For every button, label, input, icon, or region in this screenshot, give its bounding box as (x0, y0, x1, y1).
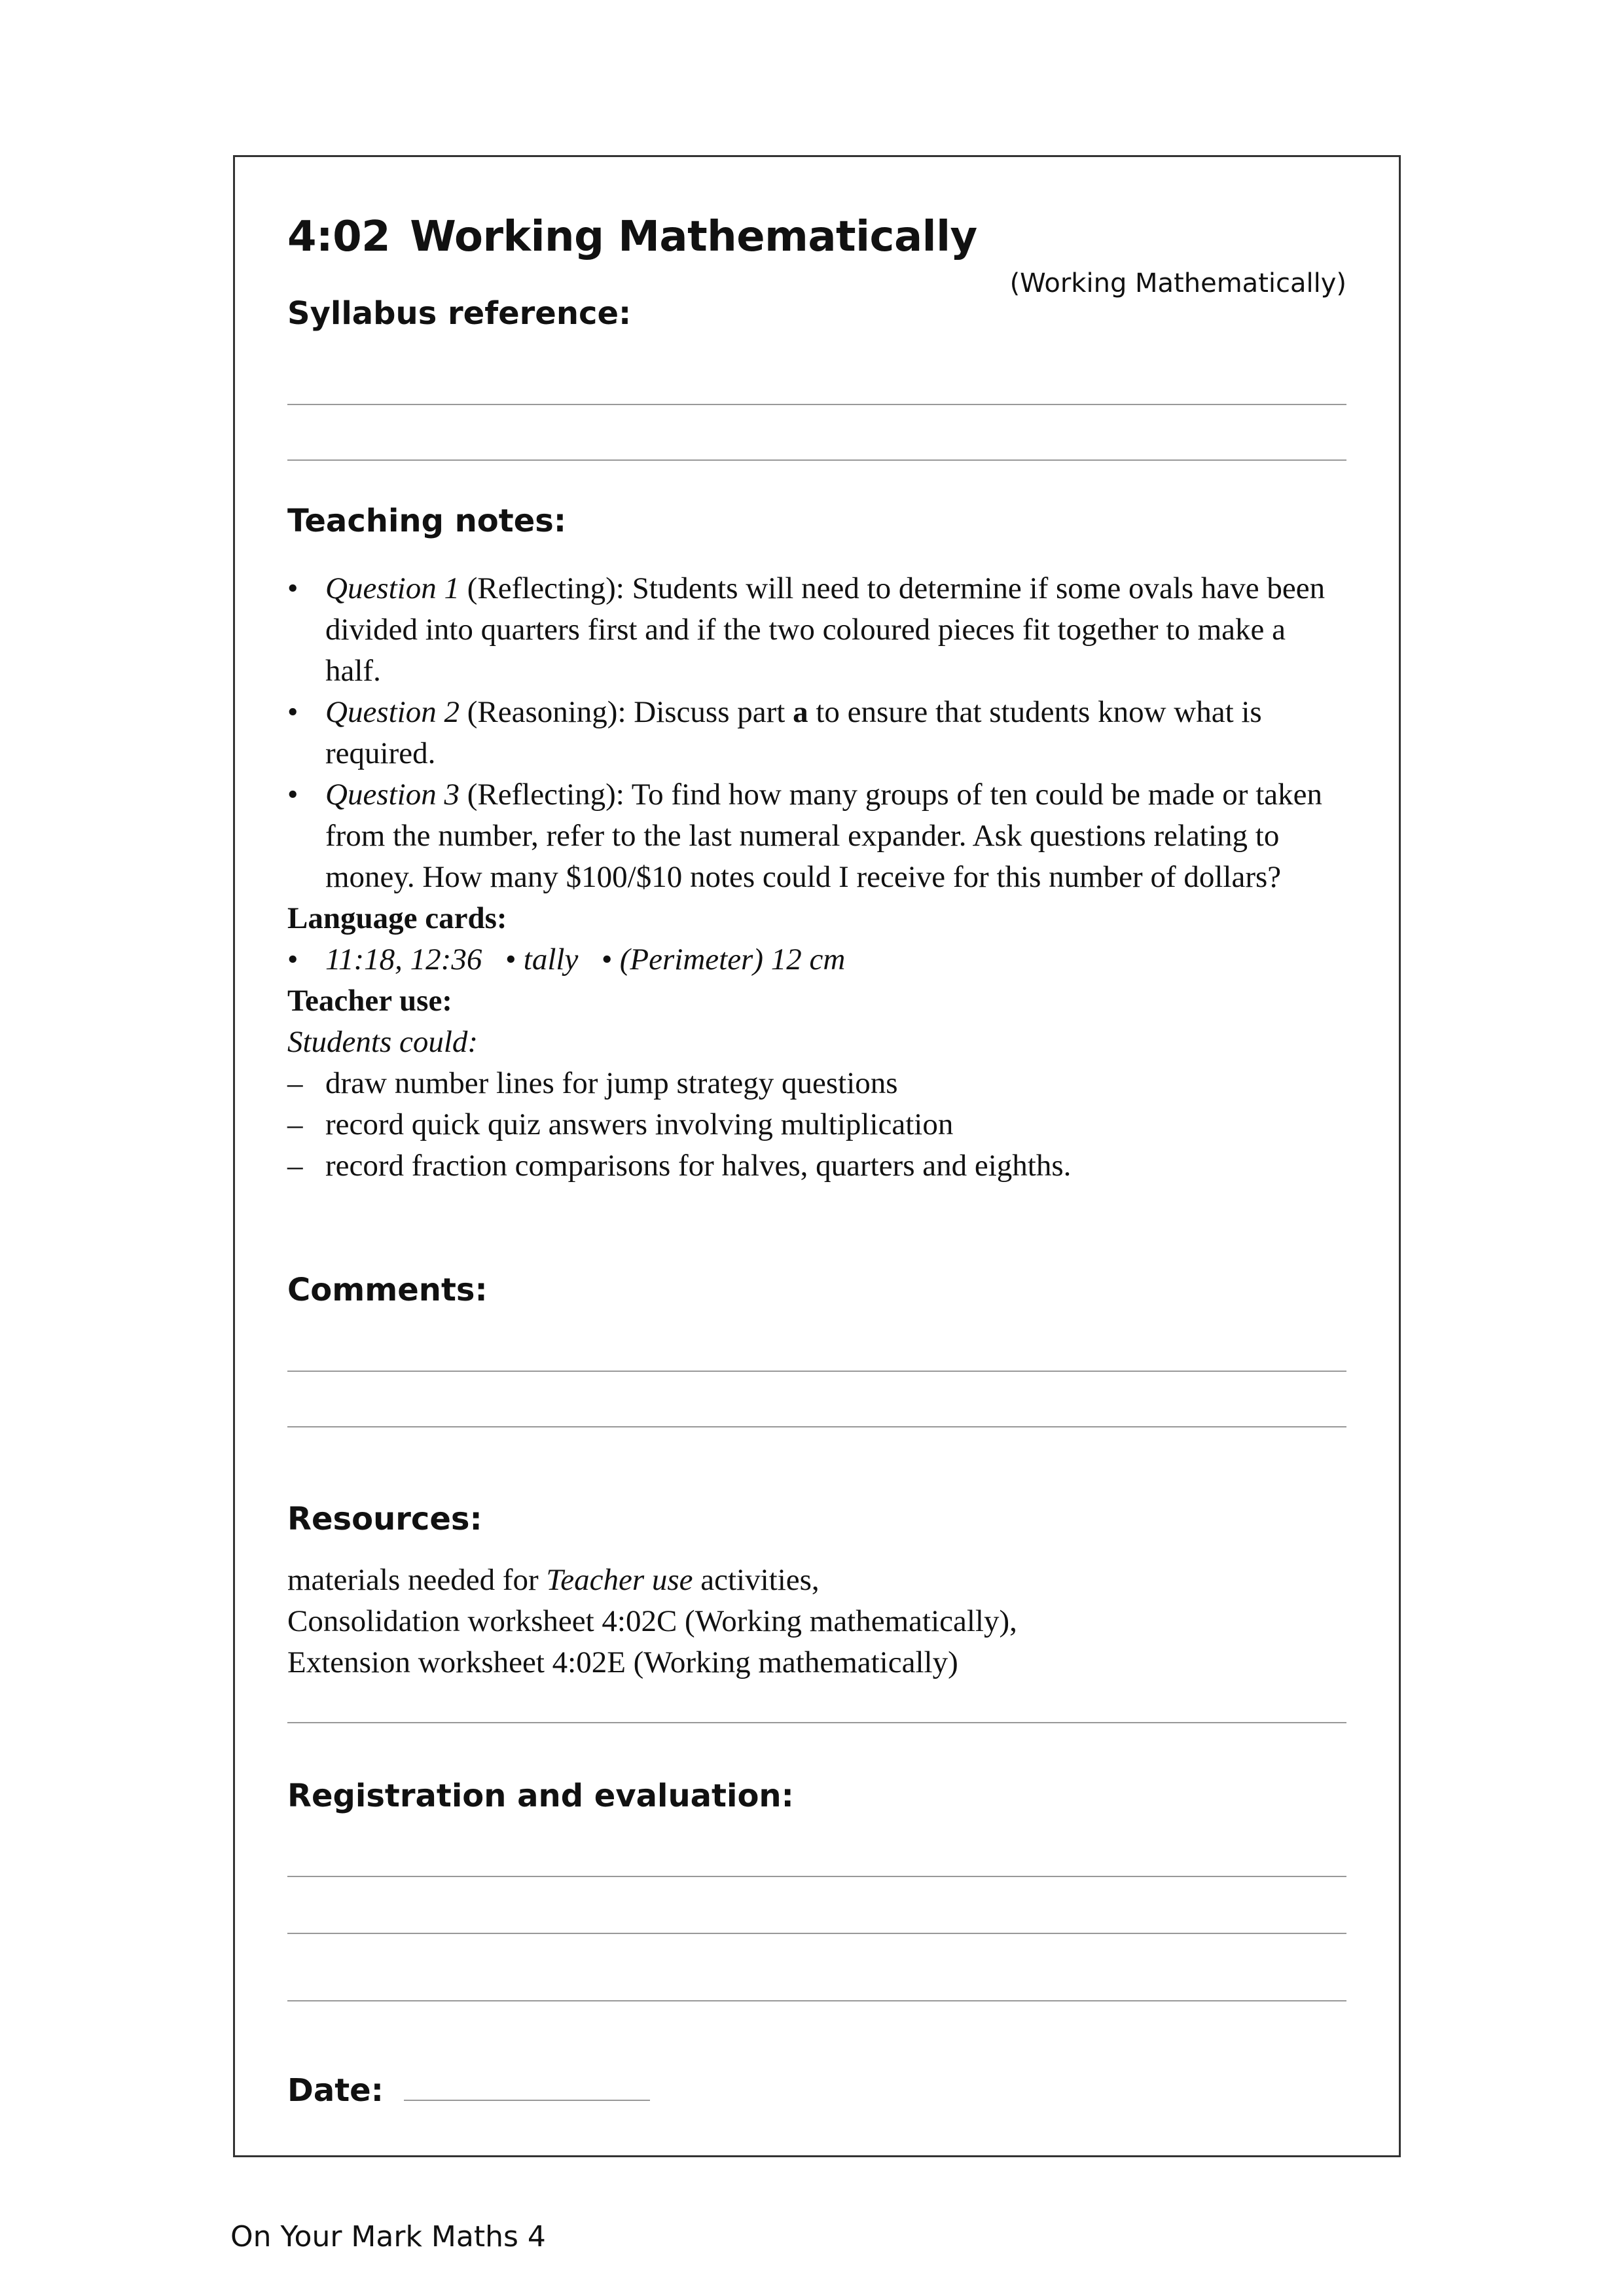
footer-book-title: On Your Mark Maths 4 (230, 2220, 546, 2253)
teacher-card (233, 155, 1401, 2157)
question-2-part: a (793, 695, 808, 729)
resources-line[interactable] (287, 1722, 1346, 1723)
resource-line-3: Extension worksheet 4:02E (Working mathematically) (287, 1645, 958, 1679)
teaching-notes-heading: Teaching notes: (287, 503, 567, 539)
question-1-text: (Reflecting): Students will need to determine if some ovals have been divided into quarters first and if the two coloured pieces fit together to make a half. (325, 571, 1326, 688)
page-title (287, 213, 977, 261)
activity-item (287, 1145, 1346, 1187)
question-2-text-pre: (Reasoning): Discuss part (467, 695, 785, 729)
registration-line-3[interactable] (287, 2000, 1346, 2001)
note-question-1 (287, 568, 1346, 692)
strand-label: (Working Mathematically) (1009, 268, 1346, 298)
question-3-text: (Reflecting): To find how many groups of ten could be made or taken from the number, refer to the last numeral expander. Ask questions relating to money. How many $100/$10 notes could I receive for this number of dollars? (325, 778, 1322, 894)
resource-line-1 (287, 1560, 1346, 1601)
activity-item (287, 1104, 1346, 1145)
note-question-2 (287, 692, 1346, 774)
question-1-label: Question 1 (325, 571, 460, 605)
syllabus-heading: Syllabus reference: (287, 295, 632, 332)
date-field-line[interactable] (404, 2100, 650, 2101)
activity-text: record quick quiz answers involving multiplication (325, 1107, 954, 1141)
language-cards-text: 11:18, 12:36 • tally • (Perimeter) 12 cm (325, 942, 846, 977)
date-heading: Date: (287, 2072, 384, 2109)
resource-line-1-ital: Teacher use (546, 1563, 693, 1597)
bullet-mark: • (287, 942, 298, 977)
syllabus-line-2[interactable] (287, 459, 1346, 461)
registration-line-1[interactable] (287, 1876, 1346, 1877)
registration-line-2[interactable] (287, 1933, 1346, 1934)
teaching-notes-body (287, 568, 1346, 1187)
language-cards-heading: Language cards: (287, 901, 507, 935)
students-could-label: Students could: (287, 1025, 478, 1059)
comments-line-1[interactable] (287, 1371, 1346, 1372)
card-number: 4:02 (287, 213, 391, 261)
dash-mark: – (287, 1149, 303, 1183)
resources-body (287, 1560, 1346, 1683)
registration-heading: Registration and evaluation: (287, 1778, 794, 1814)
syllabus-line-1[interactable] (287, 404, 1346, 405)
activity-item (287, 1063, 1346, 1104)
teacher-use-heading: Teacher use: (287, 984, 452, 1018)
resource-line-2: Consolidation worksheet 4:02C (Working mathematically), (287, 1604, 1017, 1638)
card-content (287, 157, 1346, 2155)
resources-heading: Resources: (287, 1501, 482, 1537)
bullet-mark: • (287, 778, 298, 812)
note-question-3 (287, 774, 1346, 898)
dash-mark: – (287, 1107, 303, 1141)
bullet-mark: • (287, 695, 298, 729)
activity-text: record fraction comparisons for halves, quarters and eighths. (325, 1149, 1072, 1183)
comments-heading: Comments: (287, 1272, 488, 1308)
activity-text: draw number lines for jump strategy questions (325, 1066, 898, 1100)
comments-line-2[interactable] (287, 1426, 1346, 1427)
card-title: Working Mathematically (410, 213, 977, 261)
question-2-label: Question 2 (325, 695, 460, 729)
resource-line-1-post: activities, (700, 1563, 820, 1597)
question-2-text-post: to ensure that students know what is required. (325, 695, 1262, 770)
dash-mark: – (287, 1066, 303, 1100)
resource-line-1-pre: materials needed for (287, 1563, 539, 1597)
bullet-mark: • (287, 571, 298, 605)
question-3-label: Question 3 (325, 778, 460, 812)
language-cards-items (287, 939, 1346, 980)
